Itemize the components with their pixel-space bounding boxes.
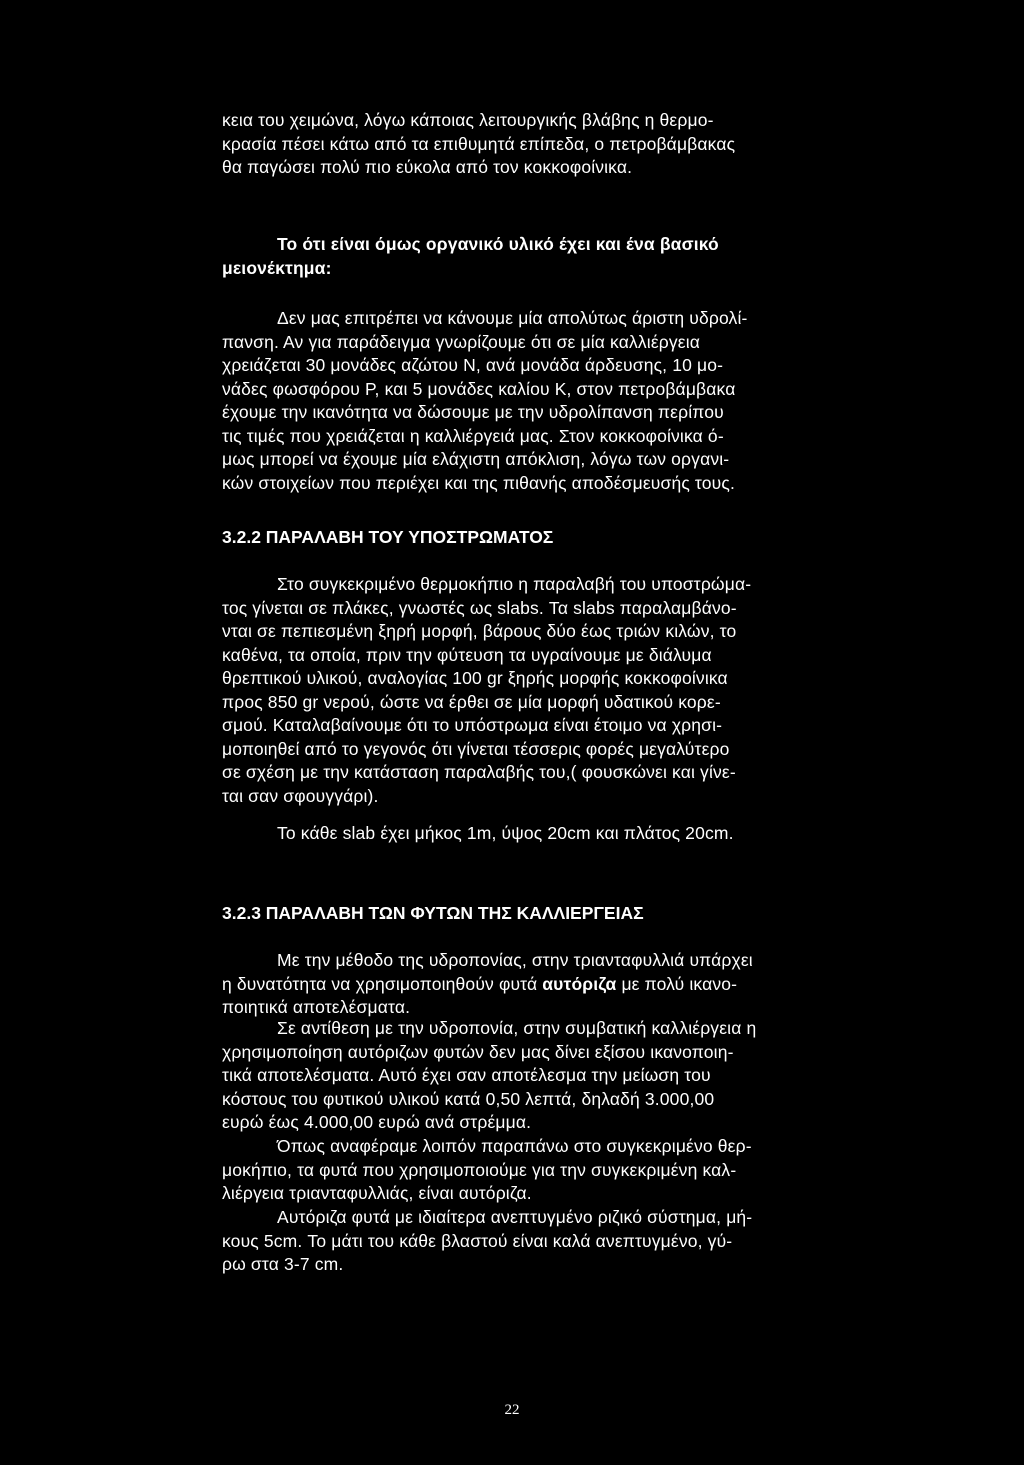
text-line: μοποιηθεί από το γεγονός ότι γίνεται τέσσερις φορές μεγαλύτερο [222,738,730,759]
paragraph-conventional-cultivation [222,1017,862,1135]
text-line: ποιητικά αποτελέσματα. [222,997,411,1017]
text-line: λιέργεια τριανταφυλλιάς, είναι αυτόριζα. [222,1183,532,1203]
text-line: θα παγώσει πολύ πιο εύκολα από τον κοκκοφοίνικα. [222,157,633,177]
text-line: Αυτόριζα φυτά με ιδιαίτερα ανεπτυγμένο ριζικό σύστημα, μή- [277,1207,753,1227]
paragraph-substrate [222,573,862,808]
paragraph-disadvantage-intro [222,233,862,280]
page-number: 22 [504,1402,520,1418]
text-line: μειονέκτημα: [222,257,332,278]
text-line: κρασία πέσει κάτω από τα επιθυμητά επίπεδα, ο πετροβάμβακας [222,133,736,154]
text-line: χρησιμοποίηση αυτόριζων φυτών δεν μας δίνει εξίσου ικανοποιη- [222,1041,734,1062]
text-line: νάδες φωσφόρου Ρ, και 5 μονάδες καλίου Κ, στον πετροβάμβακα [222,378,736,399]
text-line: Σε αντίθεση με την υδροπονία, στην συμβατική καλλιέργεια η [277,1018,757,1038]
paragraph-fertigation [222,307,862,495]
text-line: ρω στα 3-7 cm. [222,1254,344,1274]
section-heading-3-2-3 [222,902,862,926]
section-heading: 3.2.2 ΠΑΡΑΛΑΒΗ ΤΟΥ ΥΠΟΣΤΡΩΜΑΤΟΣ [222,527,554,547]
text-line: Το ότι είναι όμως οργανικό υλικό έχει και ένα βασικό [277,234,719,254]
text-line: κών στοιχείων που περιέχει και της πιθανής αποδέσμευσής τους. [222,472,735,493]
text-line: νται σε πεπιεσμένη ξηρή μορφή, βάρους δύο έως τριών κιλών, το [222,621,737,641]
paragraph-greenhouse-plants [222,1135,862,1206]
text-line: Το κάθε slab έχει μήκος 1m, ύψος 20cm και πλάτος 20cm. [277,823,734,843]
text-line: τικά αποτελέσματα. Αυτό έχει σαν αποτέλεσμα την μείωση του [222,1065,711,1085]
text-line: χρειάζεται 30 μονάδες αζώτου Ν, ανά μονάδα άρδευσης, 10 μο- [222,355,724,375]
text-fragment: με πολύ ικανο- [616,973,738,994]
text-fragment: η δυνατότητα να χρησιμοποιηθούν φυτά [222,973,543,994]
text-line [222,973,862,997]
text-line: έχουμε την ικανότητα να δώσουμε με την υδρολίπανση περίπου [222,402,724,422]
text-line: σε σχέση με την κατάσταση παραλαβής του,( φουσκώνει και γίνε- [222,762,736,782]
text-line: Στο συγκεκριμένο θερμοκήπιο η παραλαβή του υποστρώμα- [277,574,752,594]
text-line: σμού. Καταλαβαίνουμε ότι το υπόστρωμα είναι έτοιμο να χρησι- [222,715,723,735]
text-line: ευρώ έως 4.000,00 ευρώ ανά στρέμμα. [222,1112,532,1132]
text-line: θρεπτικού υλικού, αναλογίας 100 gr ξηρής μορφής κοκκοφοίνικα [222,668,728,688]
text-line: μως μπορεί να έχουμε μία ελάχιστη απόκλιση, λόγω των οργανι- [222,449,730,469]
text-line: κεια του χειμώνα, λόγω κάποιας λειτουργικής βλάβης η θερμο- [222,110,714,130]
paragraph-hydroponics [222,949,862,1020]
text-line: ται σαν σφουγγάρι). [222,785,379,806]
text-line: Όπως αναφέραμε λοιπόν παραπάνω στο συγκεκριμένο θερ- [277,1136,752,1156]
text-line: προς 850 gr νερού, ώστε να έρθει σε μία μορφή υδατικού κορε- [222,691,721,712]
text-line: Με την μέθοδο της υδροπονίας, στην τριανταφυλλιά υπάρχει [277,950,753,970]
paragraph-continuation [222,109,862,180]
paragraph-slab-dimensions [222,822,862,846]
bold-term: αυτόριζα [542,973,617,994]
text-line: τις τιμές που χρειάζεται η καλλιέργειά μας. Στον κοκκοφοίνικα ό- [222,425,724,446]
text-line: πανση. Αν για παράδειγμα γνωρίζουμε ότι σε μία καλλιέργεια [222,331,701,352]
text-line: τος γίνεται σε πλάκες, γνωστές ως slabs. Τα slabs παραλαμβάνο- [222,597,737,618]
text-line: κόστους του φυτικού υλικού κατά 0,50 λεπτά, δηλαδή 3.000,00 [222,1088,715,1109]
text-line: Δεν μας επιτρέπει να κάνουμε μία απολύτως άριστη υδρολί- [277,308,748,328]
text-line: καθένα, τα οποία, πριν την φύτευση τα υγραίνουμε με διάλυμα [222,644,712,665]
section-heading: 3.2.3 ΠΑΡΑΛΑΒΗ ΤΩΝ ΦΥΤΩΝ ΤΗΣ ΚΑΛΛΙΕΡΓΕΙΑΣ [222,903,644,923]
text-line: μοκήπιο, τα φυτά που χρησιμοποιούμε για την συγκεκριμένη καλ- [222,1159,737,1180]
text-line: κους 5cm. Το μάτι του κάθε βλαστού είναι καλά ανεπτυγμένο, γύ- [222,1230,733,1251]
paragraph-root-system [222,1206,862,1277]
section-heading-3-2-2 [222,526,862,550]
